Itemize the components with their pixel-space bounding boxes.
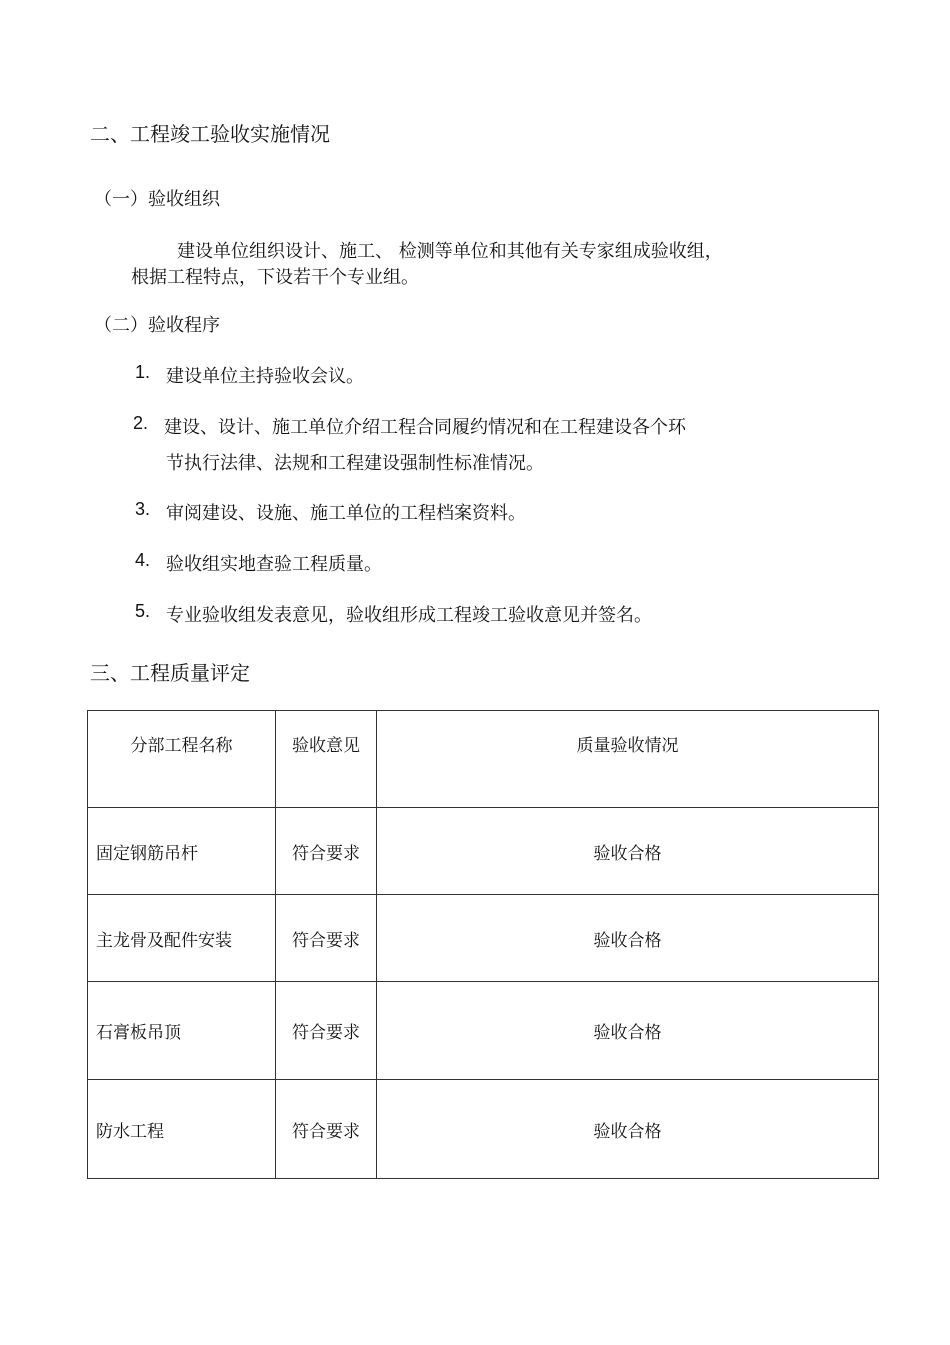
cell-opinion: 符合要求 [276,895,377,982]
table-row [88,808,879,895]
procedure-item-text: 验收组实地查验工程质量。 [166,554,382,575]
table-row [88,1080,879,1179]
cell-division: 固定钢筋吊杆 [88,808,276,895]
cell-opinion: 符合要求 [276,982,377,1080]
procedure-item-text: 建设单位主持验收会议。 [166,366,364,387]
procedure-item-number: 1. [135,362,151,382]
procedure-item-text: 建设、设计、施工单位介绍工程合同履约情况和在工程建设各个环 [164,417,686,438]
table-header-row [88,711,879,808]
procedure-item-number: 3. [135,499,151,519]
header-cell-division: 分部工程名称 [88,711,276,808]
header-cell-result: 质量验收情况 [377,711,879,808]
cell-result: 验收合格 [377,982,879,1080]
procedure-item-text: 专业验收组发表意见，验收组形成工程竣工验收意见并签名。 [166,605,652,626]
cell-result: 验收合格 [377,895,879,982]
cell-division: 防水工程 [88,1080,276,1179]
cell-opinion: 符合要求 [276,1080,377,1179]
table-row [88,895,879,982]
subsection-org-title: （一）验收组织 [94,189,220,210]
procedure-item-text: 审阅建设、设施、施工单位的工程档案资料。 [166,503,526,524]
procedure-item-number: 2. [133,413,149,433]
cell-division: 石膏板吊顶 [88,982,276,1080]
subsection-procedure-title: （二）验收程序 [94,315,220,336]
cell-result: 验收合格 [377,1080,879,1179]
section-3-heading: 三、工程质量评定 [90,661,250,685]
table-row [88,982,879,1080]
cell-division: 主龙骨及配件安装 [88,895,276,982]
quality-assessment-table [87,710,879,1179]
section-2-heading: 二、工程竣工验收实施情况 [90,122,330,146]
cell-result: 验收合格 [377,808,879,895]
procedure-item-text-cont: 节执行法律、法规和工程建设强制性标准情况。 [166,453,544,474]
header-cell-opinion: 验收意见 [276,711,377,808]
org-paragraph-line2: 根据工程特点，下设若干个专业组。 [131,267,419,288]
procedure-item-number: 5. [135,601,151,621]
cell-opinion: 符合要求 [276,808,377,895]
procedure-item-number: 4. [135,550,151,570]
org-paragraph-line1: 建设单位组织设计、施工、 检测等单位和其他有关专家组成验收组， [177,241,723,262]
